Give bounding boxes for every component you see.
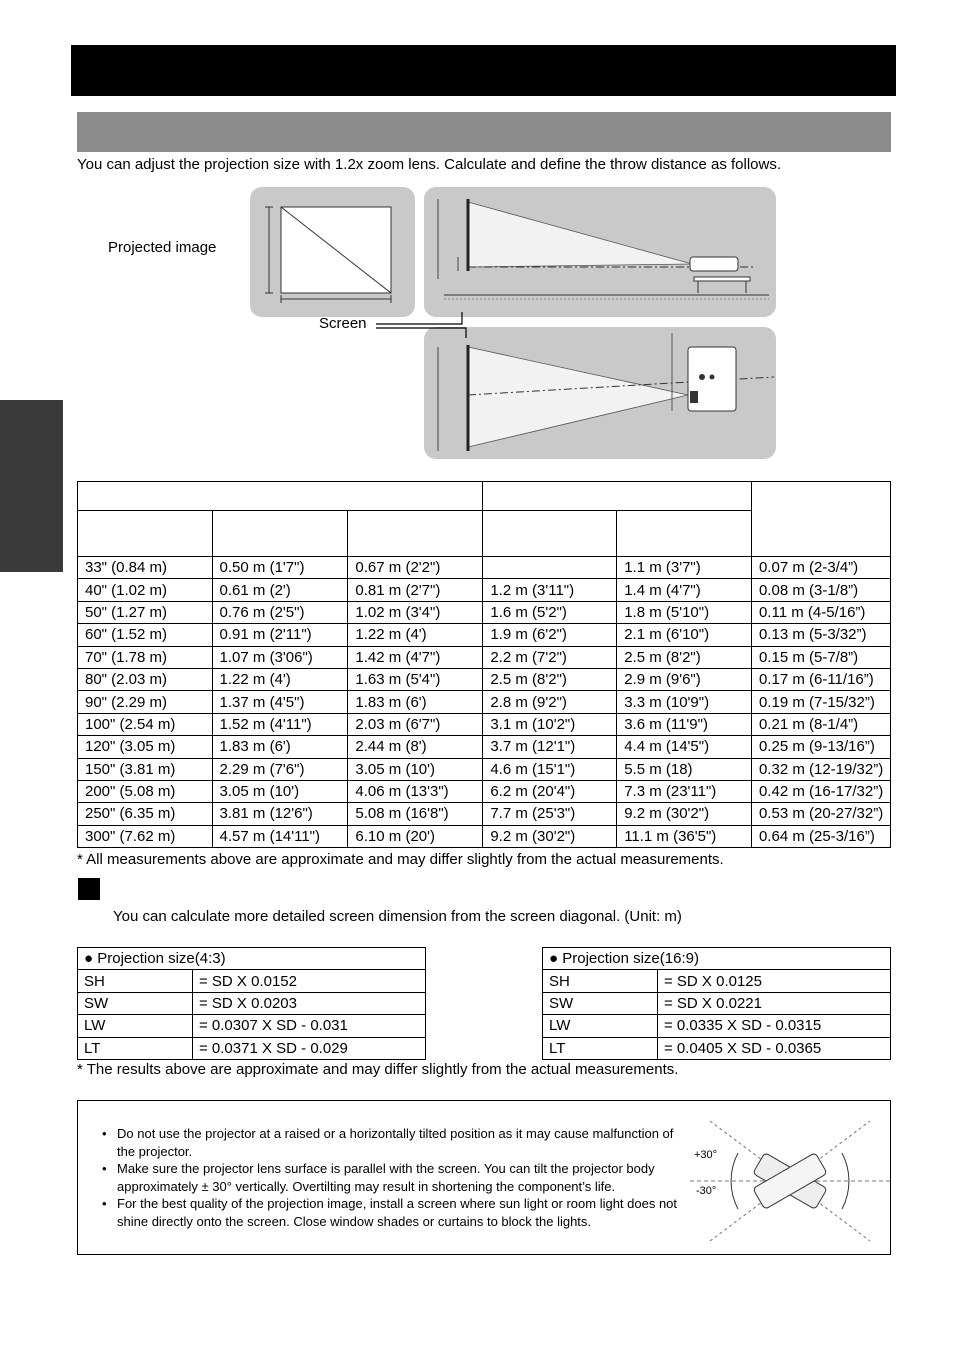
calc-formula: = 0.0405 X SD - 0.0365	[658, 1037, 891, 1059]
table-row	[78, 713, 891, 735]
side-chapter-tab	[0, 400, 63, 572]
table-cell: 0.91 m (2'11")	[212, 624, 348, 646]
table-cell: 11.1 m (36'5")	[617, 825, 752, 847]
table-row	[78, 579, 891, 601]
table-row	[78, 736, 891, 758]
table-cell: 1.83 m (6')	[348, 691, 483, 713]
calc-row	[543, 970, 891, 992]
chapter-header-bar	[71, 45, 896, 96]
table-row	[78, 691, 891, 713]
table-row	[78, 557, 891, 579]
subheader-cell	[483, 511, 617, 557]
table-cell: 1.6 m (5'2")	[483, 601, 617, 623]
table-row	[78, 780, 891, 802]
table-cell: 70" (1.78 m)	[78, 646, 213, 668]
table-cell: 1.63 m (5'4")	[348, 668, 483, 690]
table-cell: 4.4 m (14'5")	[617, 736, 752, 758]
screen-label: Screen	[319, 315, 367, 332]
calc-row	[78, 1015, 426, 1037]
calc-table-16-9-body	[543, 948, 891, 1060]
table-cell: 2.29 m (7'6")	[212, 758, 348, 780]
table-cell: 0.32 m (12-19/32”)	[751, 758, 890, 780]
table-cell: 80" (2.03 m)	[78, 668, 213, 690]
table-cell: 120" (3.05 m)	[78, 736, 213, 758]
table-row	[78, 825, 891, 847]
calc-variable: LW	[78, 1015, 193, 1037]
table-cell: 0.21 m (8-1/4”)	[751, 713, 890, 735]
table-row	[78, 624, 891, 646]
caution-box	[77, 1100, 891, 1255]
table-cell: 40" (1.02 m)	[78, 579, 213, 601]
table-cell: 50" (1.27 m)	[78, 601, 213, 623]
table-cell: 1.22 m (4')	[212, 668, 348, 690]
caution-list	[100, 1125, 680, 1230]
calc-row	[543, 992, 891, 1014]
table-cell: 9.2 m (30'2")	[617, 803, 752, 825]
table-cell: 2.1 m (6'10")	[617, 624, 752, 646]
calc-variable: SH	[78, 970, 193, 992]
table-cell: 1.07 m (3'06")	[212, 646, 348, 668]
subheader-cell	[348, 511, 483, 557]
header-cell-screen-size	[78, 482, 483, 511]
table-row	[78, 646, 891, 668]
caution-item: • Do not use the projector at a raised or a horizontally tilted position as it may cause malfunction of the projector.	[100, 1125, 680, 1160]
measurement-note: * All measurements above are approximate and may differ slightly from the actual measurements.	[77, 851, 724, 868]
table-cell: 4.06 m (13'3")	[348, 780, 483, 802]
table-row	[78, 601, 891, 623]
calc-table-4-3-body	[78, 948, 426, 1060]
table-cell: 1.2 m (3'11")	[483, 579, 617, 601]
table-cell: 200" (5.08 m)	[78, 780, 213, 802]
tilt-angle-diagram	[690, 1111, 890, 1251]
table-cell: 3.1 m (10'2")	[483, 713, 617, 735]
section-header-bar	[77, 112, 891, 152]
table-cell: 2.2 m (7'2")	[483, 646, 617, 668]
table-cell: 1.22 m (4')	[348, 624, 483, 646]
table-cell: 3.05 m (10')	[212, 780, 348, 802]
table-cell: 1.42 m (4'7")	[348, 646, 483, 668]
calc-table-4-3	[77, 947, 426, 1060]
top-view-panel	[424, 327, 776, 459]
subsection-marker	[78, 878, 100, 900]
top-view-diagram	[424, 327, 776, 459]
table-cell: 2.5 m (8'2")	[617, 646, 752, 668]
table-cell: 0.42 m (16-17/32”)	[751, 780, 890, 802]
table-cell: 0.19 m (7-15/32”)	[751, 691, 890, 713]
minus-30-label: -30°	[696, 1185, 717, 1197]
table-row	[78, 803, 891, 825]
table-cell: 250" (6.35 m)	[78, 803, 213, 825]
table-header-row	[78, 482, 891, 511]
table-cell: 9.2 m (30'2")	[483, 825, 617, 847]
calc-variable: SW	[543, 992, 658, 1014]
table-cell: 3.05 m (10')	[348, 758, 483, 780]
table-cell: 6.10 m (20')	[348, 825, 483, 847]
calc-table-16-9-title: ● Projection size(16:9)	[543, 948, 891, 970]
calc-variable: SH	[543, 970, 658, 992]
calc-row	[78, 970, 426, 992]
table-cell: 60" (1.52 m)	[78, 624, 213, 646]
subheader-cell	[617, 511, 752, 557]
calc-variable: SW	[78, 992, 193, 1014]
calc-variable: LT	[543, 1037, 658, 1059]
table-cell: 2.8 m (9'2")	[483, 691, 617, 713]
table-cell: 1.83 m (6')	[212, 736, 348, 758]
throw-distance-table-body	[78, 482, 891, 848]
table-cell: 0.53 m (20-27/32”)	[751, 803, 890, 825]
table-cell: 5.5 m (18)	[617, 758, 752, 780]
calc-row	[543, 1015, 891, 1037]
table-cell: 7.3 m (23'11")	[617, 780, 752, 802]
header-cell-height	[751, 482, 890, 557]
table-cell: 6.2 m (20'4")	[483, 780, 617, 802]
throw-distance-table	[77, 481, 891, 848]
intro-text: You can adjust the projection size with 1.2x zoom lens. Calculate and define the throw distance as follows.	[77, 156, 782, 173]
table-cell: 7.7 m (25'3")	[483, 803, 617, 825]
projected-image-diagram	[250, 187, 415, 317]
table-cell: 0.81 m (2'7")	[348, 579, 483, 601]
table-cell: 2.03 m (6'7")	[348, 713, 483, 735]
table-cell: 4.57 m (14'11")	[212, 825, 348, 847]
table-cell: 0.17 m (6-11/16”)	[751, 668, 890, 690]
calc-formula: = SD X 0.0203	[193, 992, 426, 1014]
table-cell: 0.61 m (2')	[212, 579, 348, 601]
table-cell: 300" (7.62 m)	[78, 825, 213, 847]
table-cell: 0.76 m (2'5")	[212, 601, 348, 623]
table-cell: 1.9 m (6'2")	[483, 624, 617, 646]
caution-item: • For the best quality of the projection image, install a screen where sun light or room light does not shine directly onto the screen. Close window shades or curtains to block the lights.	[100, 1195, 680, 1230]
table-cell: 3.7 m (12'1")	[483, 736, 617, 758]
calc-row	[78, 992, 426, 1014]
table-cell: 1.52 m (4'11")	[212, 713, 348, 735]
table-cell: 1.02 m (3'4")	[348, 601, 483, 623]
table-cell: 0.67 m (2'2")	[348, 557, 483, 579]
table-cell: 1.4 m (4'7")	[617, 579, 752, 601]
subheader-cell	[78, 511, 213, 557]
table-cell: 3.81 m (12'6")	[212, 803, 348, 825]
side-view-diagram	[424, 187, 776, 317]
calc-formula: = 0.0371 X SD - 0.029	[193, 1037, 426, 1059]
calc-formula: = 0.0307 X SD - 0.031	[193, 1015, 426, 1037]
table-cell: 3.6 m (11'9")	[617, 713, 752, 735]
calc-table-16-9	[542, 947, 891, 1060]
table-cell: 2.9 m (9'6")	[617, 668, 752, 690]
calc-row	[78, 1037, 426, 1059]
header-cell-throw-distance	[483, 482, 752, 511]
table-cell: 1.37 m (4'5")	[212, 691, 348, 713]
table-row	[78, 668, 891, 690]
table-cell: 5.08 m (16'8")	[348, 803, 483, 825]
calc-formula: = 0.0335 X SD - 0.0315	[658, 1015, 891, 1037]
table-cell: 2.5 m (8'2")	[483, 668, 617, 690]
table-cell: 33" (0.84 m)	[78, 557, 213, 579]
table-cell: 150" (3.81 m)	[78, 758, 213, 780]
results-note: * The results above are approximate and may differ slightly from the actual measurements.	[77, 1061, 679, 1078]
table-cell	[483, 557, 617, 579]
table-cell: 0.15 m (5-7/8”)	[751, 646, 890, 668]
calc-variable: LT	[78, 1037, 193, 1059]
calc-formula: = SD X 0.0221	[658, 992, 891, 1014]
table-cell: 4.6 m (15'1")	[483, 758, 617, 780]
table-cell: 100" (2.54 m)	[78, 713, 213, 735]
table-cell: 0.64 m (25-3/16”)	[751, 825, 890, 847]
plus-30-label: +30°	[694, 1149, 718, 1161]
projected-image-panel	[250, 187, 415, 317]
calc-row	[543, 1037, 891, 1059]
table-cell: 3.3 m (10'9")	[617, 691, 752, 713]
calc-intro-text: You can calculate more detailed screen dimension from the screen diagonal. (Unit: m)	[113, 908, 682, 925]
table-cell: 0.25 m (9-13/16”)	[751, 736, 890, 758]
projected-image-label: Projected image	[108, 239, 217, 256]
table-cell: 0.11 m (4-5/16”)	[751, 601, 890, 623]
screen-pointer-lines	[372, 310, 472, 340]
table-cell: 0.50 m (1'7")	[212, 557, 348, 579]
calc-formula: = SD X 0.0152	[193, 970, 426, 992]
calc-variable: LW	[543, 1015, 658, 1037]
side-view-panel	[424, 187, 776, 317]
table-cell: 0.08 m (3-1/8”)	[751, 579, 890, 601]
table-cell: 1.8 m (5'10")	[617, 601, 752, 623]
table-cell: 0.13 m (5-3/32”)	[751, 624, 890, 646]
calc-table-4-3-title: ● Projection size(4:3)	[78, 948, 426, 970]
table-cell: 90" (2.29 m)	[78, 691, 213, 713]
caution-item: • Make sure the projector lens surface is parallel with the screen. You can tilt the projector body approximately ± 30° vertically. Overtilting may result in shortening the component’s life.	[100, 1160, 680, 1195]
calc-formula: = SD X 0.0125	[658, 970, 891, 992]
table-row	[78, 758, 891, 780]
table-cell: 1.1 m (3'7")	[617, 557, 752, 579]
table-cell: 0.07 m (2-3/4”)	[751, 557, 890, 579]
table-cell: 2.44 m (8')	[348, 736, 483, 758]
subheader-cell	[212, 511, 348, 557]
